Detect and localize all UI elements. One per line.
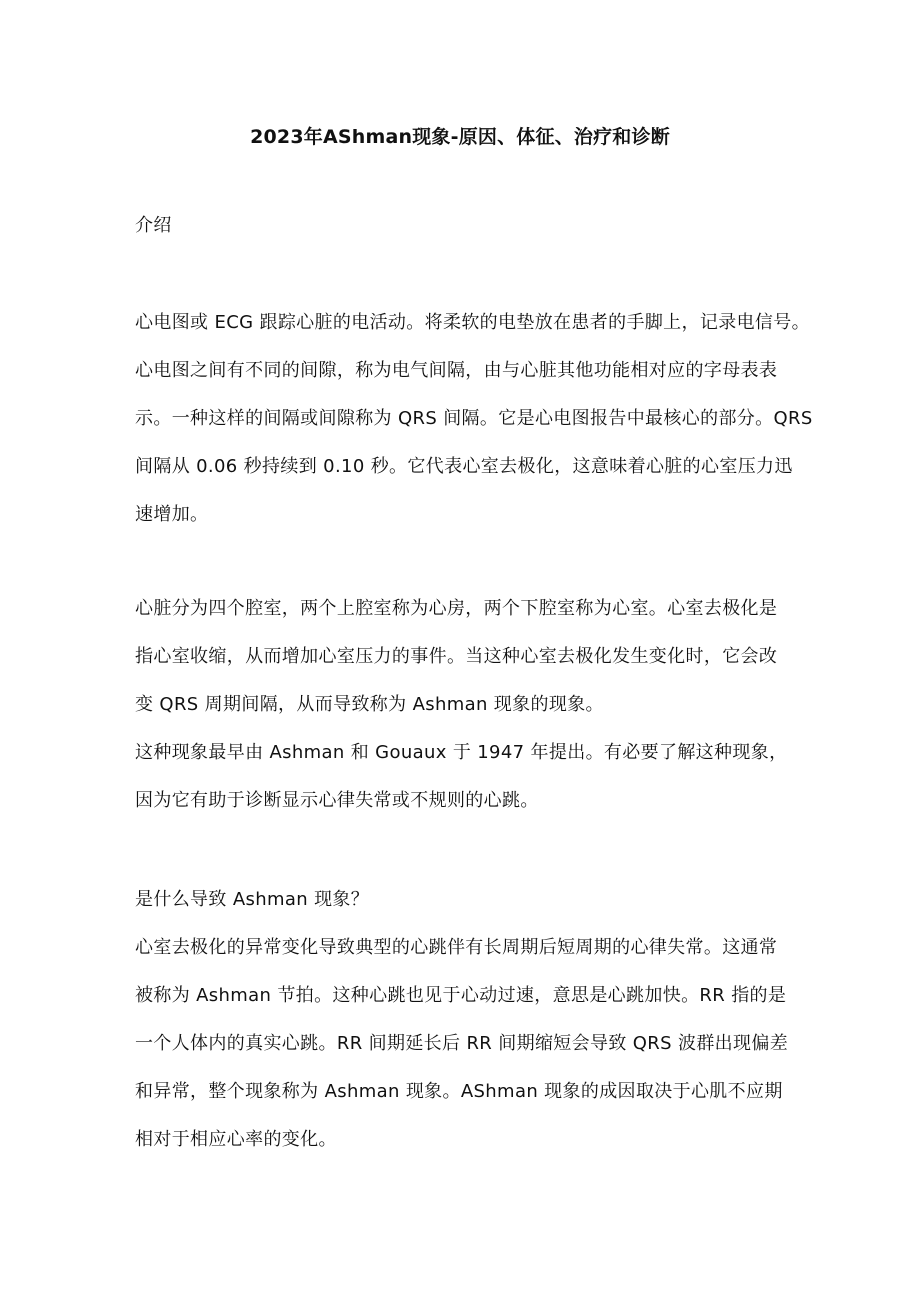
paragraph-4-line-4: 和异常，整个现象称为 Ashman 现象。AShman 现象的成因取决于心肌不应期: [135, 1081, 783, 1102]
document-title: 2023年AShman现象-原因、体征、治疗和诊断: [250, 126, 670, 148]
paragraph-1-line-5: 速增加。: [135, 504, 209, 525]
paragraph-4-line-3: 一个人体内的真实心跳。RR 间期延长后 RR 间期缩短会导致 QRS 波群出现偏差: [135, 1033, 789, 1054]
paragraph-4-line-2: 被称为 Ashman 节拍。这种心跳也见于心动过速，意思是心跳加快。RR 指的是: [135, 985, 787, 1006]
paragraph-4-line-1: 心室去极化的异常变化导致典型的心跳伴有长周期后短周期的心律失常。这通常: [135, 937, 778, 958]
paragraph-2-line-2: 指心室收缩，从而增加心室压力的事件。当这种心室去极化发生变化时，它会改: [135, 646, 778, 667]
section-heading-intro: 介绍: [135, 215, 172, 236]
paragraph-2-line-1: 心脏分为四个腔室，两个上腔室称为心房，两个下腔室称为心室。心室去极化是: [135, 598, 778, 619]
paragraph-1-line-2: 心电图之间有不同的间隙，称为电气间隔，由与心脏其他功能相对应的字母表表: [135, 360, 778, 381]
paragraph-3-line-1: 这种现象最早由 Ashman 和 Gouaux 于 1947 年提出。有必要了解这种现象，: [135, 742, 788, 763]
paragraph-2-line-3: 变 QRS 周期间隔，从而导致称为 Ashman 现象的现象。: [135, 694, 604, 715]
paragraph-4-line-5: 相对于相应心率的变化。: [135, 1129, 337, 1150]
paragraph-1-line-4: 间隔从 0.06 秒持续到 0.10 秒。它代表心室去极化，这意味着心脏的心室压力迅: [135, 456, 793, 477]
paragraph-1-line-1: 心电图或 ECG 跟踪心脏的电活动。将柔软的电垫放在患者的手脚上，记录电信号。: [135, 312, 810, 333]
paragraph-1-line-3: 示。一种这样的间隔或间隙称为 QRS 间隔。它是心电图报告中最核心的部分。QRS: [135, 408, 813, 429]
paragraph-3-line-2: 因为它有助于诊断显示心律失常或不规则的心跳。: [135, 790, 539, 811]
section-heading-cause: 是什么导致 Ashman 现象？: [135, 889, 370, 910]
